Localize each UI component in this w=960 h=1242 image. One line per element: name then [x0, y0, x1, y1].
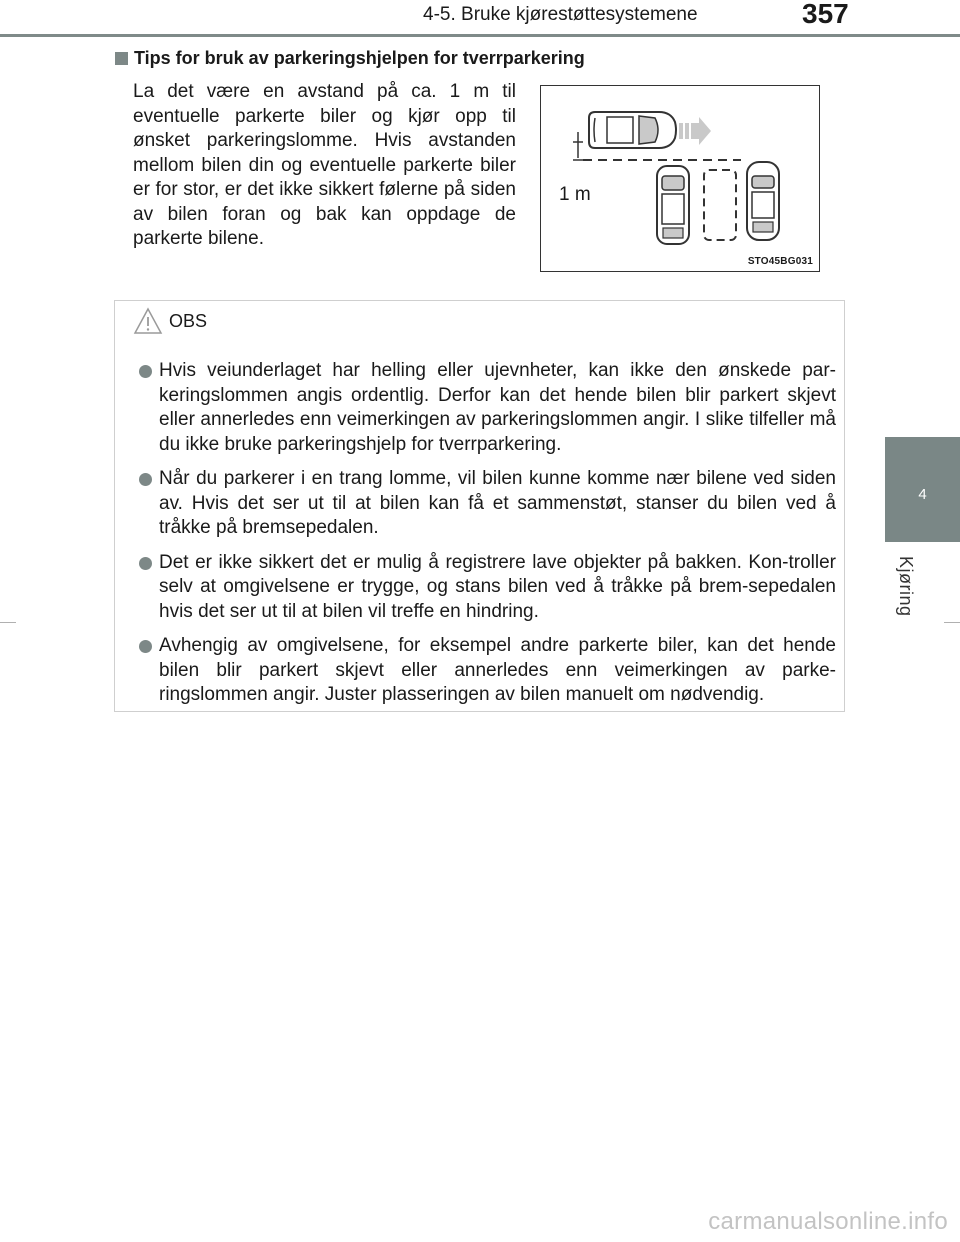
list-item — [139, 359, 836, 457]
target-parking-space — [704, 170, 736, 240]
chapter-number: 4 — [918, 486, 927, 503]
list-item-text: Når du parkerer i en trang lomme, vil bilen kunne komme nær bilene ved siden av. Hvis det ser ut til at bilen kan få et sammenstøt, stanser du bilen ved å tråkke på bremsepedalen. — [159, 468, 836, 538]
obs-list — [139, 359, 836, 718]
round-bullet-icon — [139, 640, 152, 653]
parking-illustration — [541, 86, 819, 271]
chapter-tab — [885, 437, 960, 542]
square-bullet-icon — [115, 52, 128, 65]
list-item — [139, 634, 836, 708]
list-item — [139, 551, 836, 625]
list-item — [139, 467, 836, 541]
warning-triangle-icon — [133, 307, 163, 335]
parked-car-right-icon — [747, 162, 779, 240]
section-heading-text: Tips for bruk av parkeringshjelpen for tverrparkering — [134, 48, 585, 68]
figure-code: STO45BG031 — [747, 256, 813, 267]
page-number: 357 — [802, 0, 849, 29]
list-item-text: Det er ikke sikkert det er mulig å registrere lave objekter på bakken. Kon-troller selv at omgivelsene er trygge, og stans bilen ved å tråkke på brem-sepedalen hvis det ser ut til at bilen vil treffe en hindring. — [159, 551, 836, 622]
obs-notice-box — [114, 300, 845, 712]
intro-paragraph: La det være en avstand på ca. 1 m til eventuelle parkerte biler og kjør opp til ønsket parkeringslomme. Hvis avstanden mellom bilen din og eventuelle parkerte biler er for stor, er det ikke sikkert følerne på siden av bilen foran og bak kan oppdage de parkerte bilene. — [133, 81, 516, 249]
list-item-text: Hvis veiunderlaget har helling eller ujevnheter, kan ikke den ønskede par-keringslommen angis ordentlig. Derfor kan det hende bilen blir parkert skjevt eller annerledes enn veimerkingen av parkeringslommen angir. I slike tilfeller må du ikke bruke parkeringshjelp for tverrparkering. — [159, 360, 836, 455]
crop-mark-right — [944, 622, 960, 623]
watermark: carmanualsonline.info — [708, 1208, 948, 1235]
direction-arrow-icon — [679, 117, 711, 145]
round-bullet-icon — [139, 473, 152, 486]
header-section-title: 4-5. Bruke kjørestøttesystemene — [423, 4, 698, 25]
header-rule — [0, 34, 960, 37]
list-item-text: Avhengig av omgivelsene, for eksempel andre parkerte biler, kan det hende bilen blir parkert skjevt eller annerledes enn veimerkingen av parke-ringslommen angir. Juster plasseringen av bilen manuelt om nødvendig. — [159, 635, 836, 705]
section-heading — [115, 48, 585, 69]
moving-car-icon — [589, 112, 676, 148]
round-bullet-icon — [139, 365, 152, 378]
obs-header — [133, 307, 207, 335]
round-bullet-icon — [139, 557, 152, 570]
obs-title: OBS — [169, 310, 208, 331]
crop-mark-left — [0, 622, 16, 623]
parking-figure — [540, 85, 820, 272]
chapter-label: Kjøring — [896, 556, 916, 617]
distance-label: 1 m — [559, 184, 591, 205]
parked-car-left-icon — [657, 166, 689, 244]
